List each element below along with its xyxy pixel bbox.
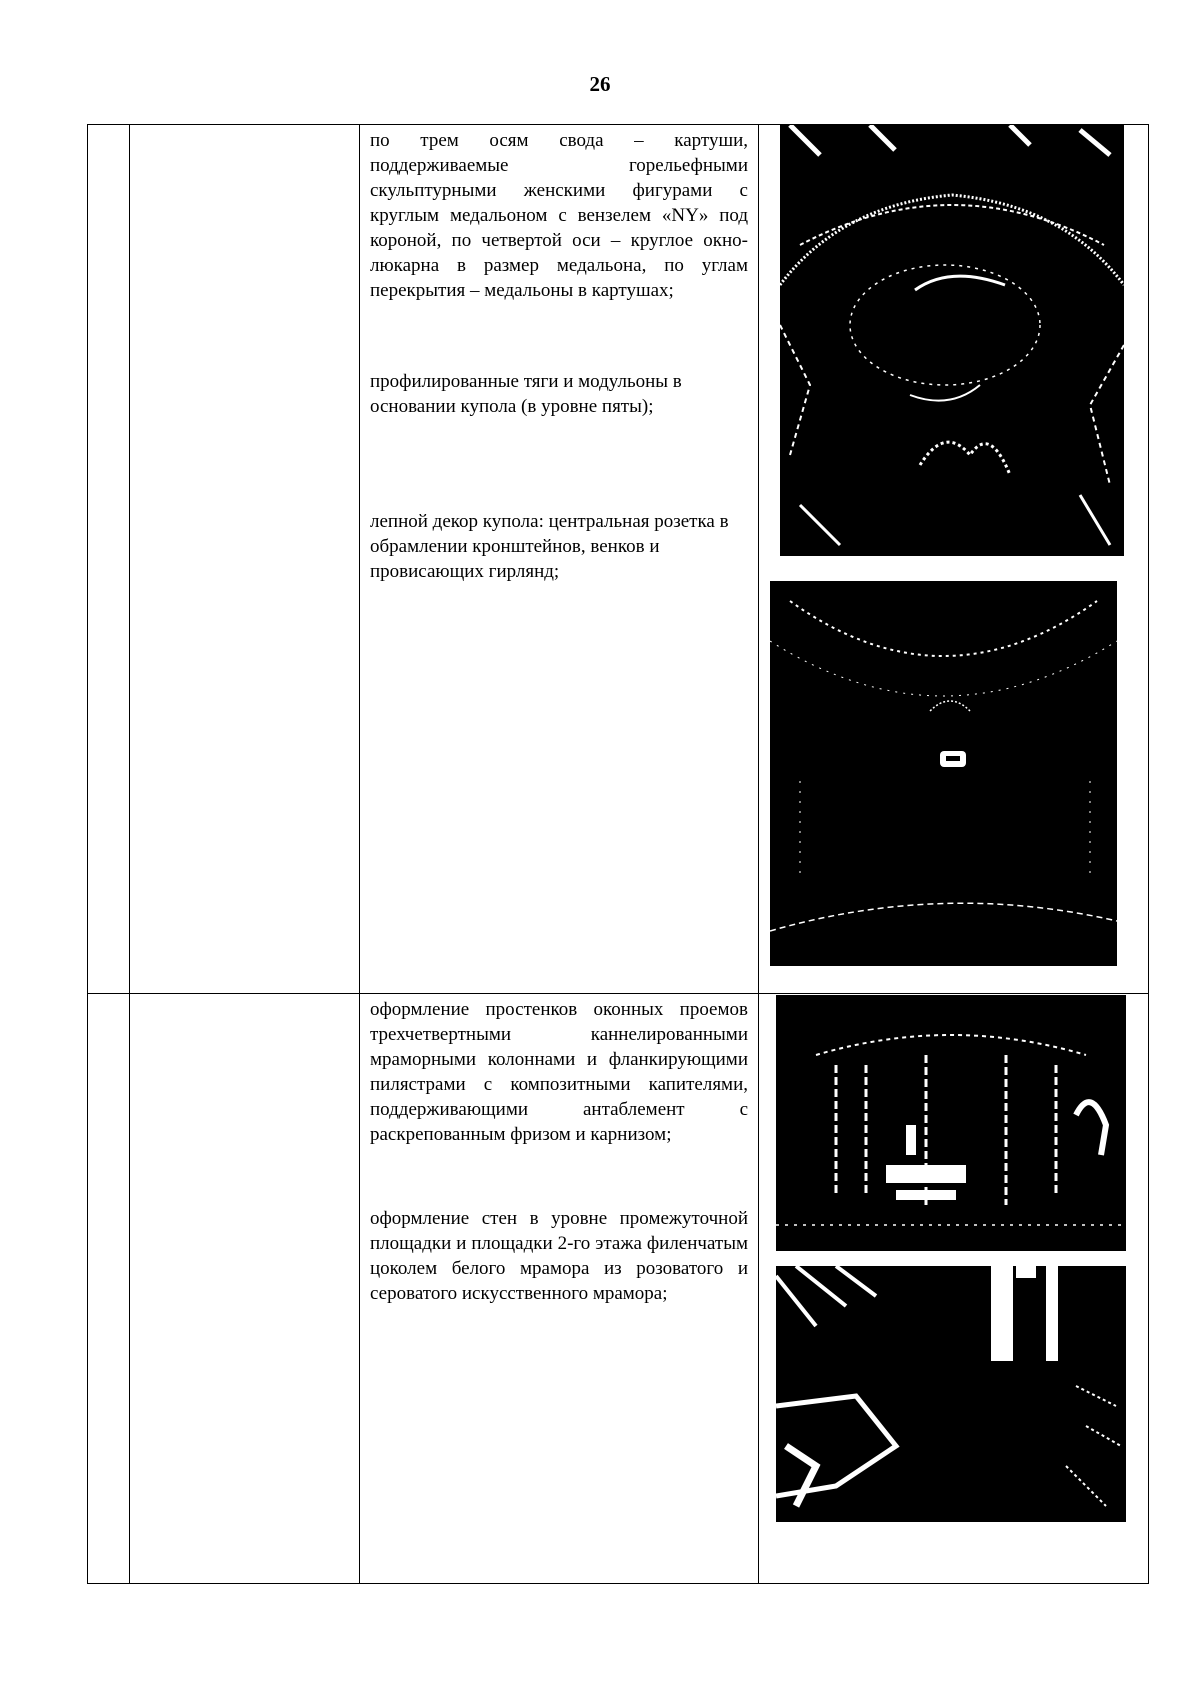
description-paragraph: лепной декор купола: центральная розетка в обрамлении кронштейнов, венков и провисающих гирлянд; xyxy=(370,511,729,582)
table-row xyxy=(88,125,1149,994)
description-cell xyxy=(360,125,759,994)
document-table xyxy=(87,124,1149,1584)
number-cell xyxy=(88,994,130,1584)
description-paragraph: оформление стен в уровне промежуточной площадки и площадки 2-го этажа филенчатым цоколем белого мрамора из розоватого и сероватого искусственного мрамора; xyxy=(370,1208,748,1304)
description-cell xyxy=(360,994,759,1584)
photo-cell xyxy=(759,125,1149,994)
name-cell xyxy=(130,125,360,994)
dome-interior-photo xyxy=(770,581,1117,966)
photo-cell xyxy=(759,994,1149,1584)
columns-photo xyxy=(776,995,1126,1251)
page-number: 26 xyxy=(589,72,611,96)
description-paragraph: по трем осям свода – картуши, поддерживаемые горельефными скульптурными женскими фигурами с круглым медальоном с вензелем «NY» под короной, по четвертой оси – круглое окно-люкарна в размер медальона, по углам перекрытия – медальоны в картушах; xyxy=(370,130,748,301)
staircase-photo xyxy=(776,1266,1126,1522)
dome-ceiling-photo xyxy=(780,125,1124,556)
number-cell xyxy=(88,125,130,994)
description-paragraph: профилированные тяги и модульоны в основании купола (в уровне пяты); xyxy=(370,371,682,417)
name-cell xyxy=(130,994,360,1584)
table-row xyxy=(88,994,1149,1584)
description-paragraph: оформление простенков оконных проемов трехчетвертными каннелированными мраморными колоннами и фланкирующими пилястрами с композитными капителями, поддерживающими антаблемент с раскрепованным фризом и карнизом; xyxy=(370,999,748,1145)
